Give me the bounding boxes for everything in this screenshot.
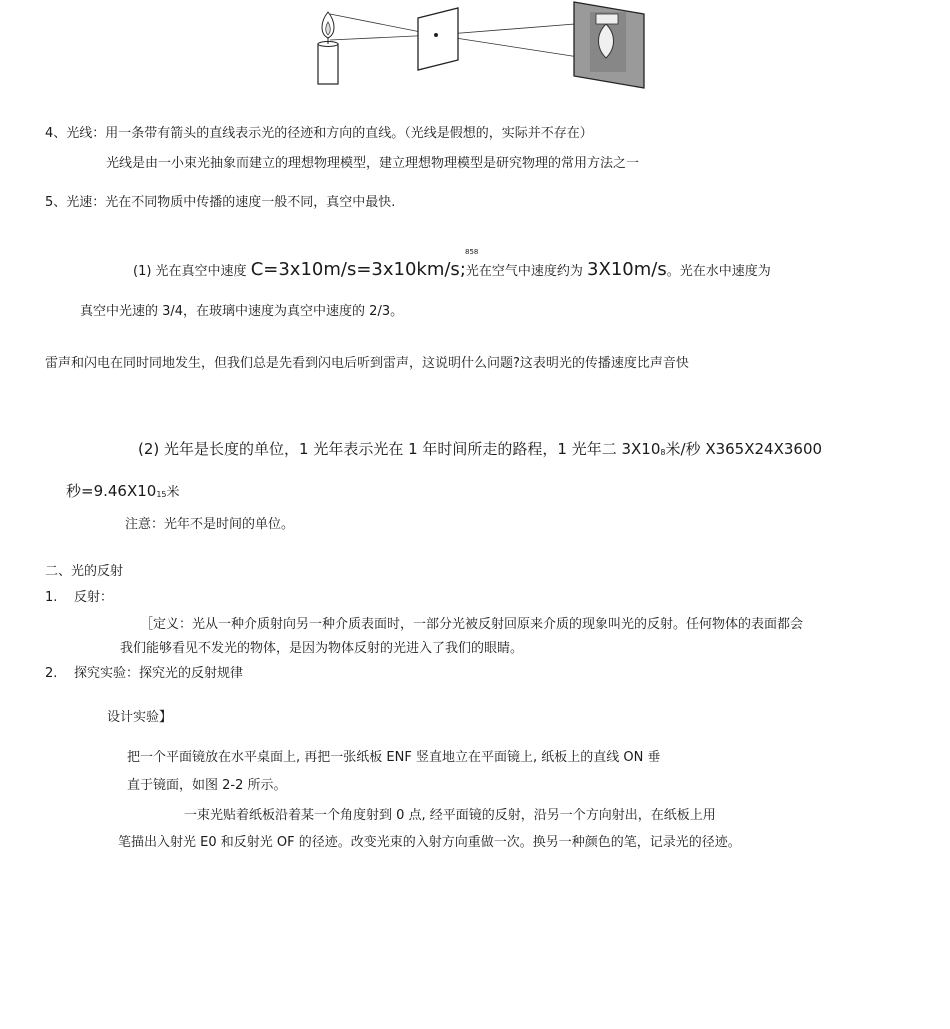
item-4-light-ray: 4、光线：用一条带有箭头的直线表示光的径迹和方向的直线。（光线是假想的，实际并不存在） — [45, 126, 593, 141]
pinhole-board — [418, 8, 458, 70]
light-rays — [330, 14, 600, 60]
exponent-8: 8 — [660, 448, 666, 457]
superscript-858: 858 — [465, 248, 479, 256]
design-experiment-heading: 设计实验】 — [107, 710, 173, 725]
experiment-step-1a: 把一个平面镜放在水平桌面上, 再把一张纸板 ENF 竖直地立在平面镜上, 纸板上的直线 ON 垂 — [127, 750, 661, 765]
reflection-definition: ［定义：光从一种介质射向另一种介质表面时，一部分光被反射回原来介质的现象叫光的反射。任何物体的表面都会 — [140, 617, 804, 632]
light-year-calc: 米/秒 X365X24X3600 — [665, 440, 823, 458]
light-year-line-2 — [66, 481, 180, 505]
light-year-result: 秒=9.46X10 — [66, 482, 157, 500]
speed-line-2: 真空中光速的 3/4，在玻璃中速度为真空中速度的 2/3。 — [80, 304, 404, 319]
item-2-experiment: 探究实验：探究光的反射规律 — [74, 666, 244, 681]
experiment-step-1b: 直于镜面，如图 2-2 所示。 — [127, 778, 287, 793]
exponent-15: 15 — [156, 490, 167, 499]
speed-air-value: 3X10m/s — [587, 259, 667, 280]
thunder-lightning-question: 雷声和闪电在同时同地发生，但我们总是先看到闪电后听到雷声，这说明什么问题?这表明光的传播速度比声音快 — [45, 356, 689, 371]
speed-water-label: 。光在水中速度为 — [666, 264, 771, 279]
speed-line-1 — [133, 259, 771, 283]
light-year-note: 注意：光年不是时间的单位。 — [125, 517, 295, 532]
experiment-step-2b: 笔描出入射光 E0 和反射光 OF 的径迹。改变光束的入射方向重做一次。换另一种颜色的笔，记录光的径迹。 — [118, 835, 741, 850]
screen-board — [574, 2, 644, 88]
reflection-explanation: 我们能够看见不发光的物体，是因为物体反射的光进入了我们的眼睛。 — [120, 641, 524, 656]
speed-1-prefix: (1) 光在真空中速度 — [133, 264, 251, 279]
light-year-line-1 — [138, 439, 822, 463]
item-1-number: 1. — [45, 590, 58, 605]
speed-air-label: 光在空气中速度约为 — [465, 264, 588, 279]
meter-unit: 米 — [166, 485, 180, 500]
item-2-number: 2. — [45, 666, 58, 681]
speed-vacuum-formula: C=3x10m/s=3x10km/s; — [250, 259, 466, 280]
item-5-light-speed: 5、光速：光在不同物质中传播的速度一般不同，真空中最快. — [45, 195, 396, 210]
light-year-text: (2) 光年是长度的单位，1 光年表示光在 1 年时间所走的路程，1 光年二 3X10 — [138, 440, 661, 458]
experiment-step-2a: 一束光贴着纸板沿着某一个角度射到 0 点, 经平面镜的反射，沿另一个方向射出，在纸板上用 — [184, 808, 716, 823]
candle-figure — [318, 12, 338, 84]
pinhole-camera-figure — [300, 0, 660, 92]
item-1-reflection: 反射： — [74, 590, 114, 605]
light-ray-model-note: 光线是由一小束光抽象而建立的理想物理模型，建立理想物理模型是研究物理的常用方法之一 — [106, 156, 640, 171]
section-2-heading: 二、光的反射 — [45, 564, 124, 579]
